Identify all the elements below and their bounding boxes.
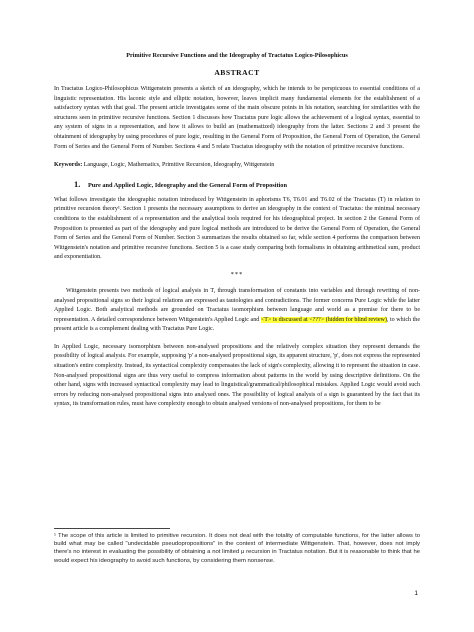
- applied-logic-paragraph: In Applied Logic, necessary isomorphism between non-analysed propositions and the relatively complex situation they represent demands the possibility of logical analysis. For example, supposing 'p' a non-analysed propositional sign, its apparent structure, 'p', does not express the represented situation's entire complexity. Instead, its syntactical complexity compensates the lack of sign's complexity, allowing it to represent the situation in case. Non-analysed propositional signs are thus very useful to compress information about patterns in the world by using descriptive definitions. On the other hand, signs with increased syntactical complexity may lead to linguistical/grammatical/philosophical mistakes. Applied Logic would avoid such errors by reducing non-analysed propositional signs into analysed ones. The possibility of logical analysis of a sign is guaranteed by the fact that its syntax, its transformation rules, must have complexity enough to obtain analysed versions of non-analysed propositions, for them to be: [54, 343, 420, 408]
- article-title: Primitive Recursive Functions and the Ideography of Tractatus Logico-Pilosophicus: [126, 52, 348, 59]
- highlighted-blind-review-text: <T> is discussed at <???> (hidden for blind review): [260, 316, 387, 323]
- intro-paragraph: What follows investigate the ideographic notation introduced by Wittgenstein in aphorisms T6, T6.01 and T6.02 of the Tractatus (T) in relation to primitive recursion theory¹. Section 1 presents the necessary assumptions to derive an ideography in the context of Tractatus: the minimal necessary conditions to the establishment of a representation and the analytical tools required for his ideographical project. In section 2 the General Form of Proposition is presented as part of the ideography and pure logical methods are introduced to be derive the General Form of Operation, the General Form of Series and the General Form of Number. Section 3 summarizes the results obtained so far, while section 4 performs the comparison between Wittgenstein's notation and primitive recursive functions. Section 5 is a case study comparing both formalisms in obtaining arithmetical sum, product and exponentiation.: [54, 196, 420, 261]
- keywords-label: Keywords:: [54, 162, 83, 169]
- keywords-list: Language, Logic, Mathematics, Primitive Recursion, Ideography, Wittgenstein: [83, 162, 275, 169]
- section-1-title: Pure and Applied Logic, Ideography and the General Form of Proposition: [87, 181, 287, 189]
- section-1-heading: [74, 179, 420, 189]
- abstract-heading: ABSTRACT: [214, 68, 260, 77]
- abstract-paragraph: In Tractatus Logico-Philosophicus Wittgenstein presents a sketch of an ideography, which he intends to be perspicuous to essential conditions of a linguistic representation. His laconic style and elliptic notation, however, leaves implicit many fundamental elements for the establishment of a satisfactory syntax with that goal. The present article investigates some of the main obscure points in his notation, searching for similarities with the structures seen in primitive recursive functions. Section 1 discusses how Tractatus pure logic allows the achievement of a logical syntax, essential to any system of signs in a representation, and how it allows to build an (mathematized) ideography from the latter. Sections 2 and 3 present the obtainment of ideography by using procedures of pure logic, resulting in the General Form of Proposition, the General Form of Operation, the General Form of Series and the General Form of Number. Sections 4 and 5 relate Tractatus ideography with the notation of primitive recursive functions.: [54, 86, 420, 150]
- section-separator: ***: [230, 270, 244, 278]
- page-number: 1: [414, 590, 418, 597]
- paragraph-text-before-highlight: Wittgenstein presents two methods of logical analysis in T, through transformation of constants into variables and through rewriting of non-analysed propositional signs so their logical relations are expressed as tautologies and contradictions. The former concerns Pure Logic while the latter Applied Logic. Both analytical methods are grounded on Tractatus isomorphism between language and world as a premise for there to be representation. A detailed correspondence between Wittgenstein's Applied Logic and: [54, 287, 420, 323]
- footnote-1: ¹ The scope of this article is limited to primitive recursion. It does not deal with the totality of computable functions, for the latter allows to build what may be called "undecidable pseudopropositions" in the context of intermediate Wittgenstein. That, however, does not imply there's no interest in evaluating the possibility of obtaining a not limited μ recursion in Tractatus notation. But it is reasonable to think that he would expect his ideography to avoid such functions, by considering them nonsense.: [54, 533, 420, 564]
- logical-analysis-paragraph: [54, 287, 420, 335]
- footnote-divider: [54, 528, 170, 529]
- section-1-number: 1.: [74, 178, 81, 189]
- paragraph-text-after-highlight: , to which the present article is a complement dealing with Tractatus Pure Logic.: [54, 316, 421, 333]
- keywords-line: [54, 161, 420, 171]
